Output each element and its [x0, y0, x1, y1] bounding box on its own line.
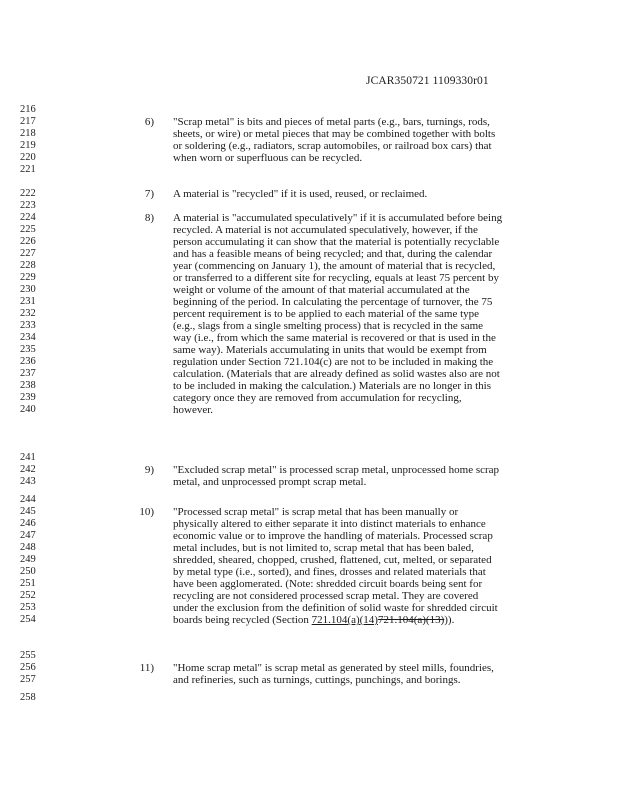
document-id-header: JCAR350721 1109330r01 — [366, 75, 489, 87]
text-line-with-amendment — [173, 614, 533, 626]
line-number-216: 216 — [20, 104, 36, 115]
text-line: "Scrap metal" is bits and pieces of metal parts (e.g., bars, turnings, rods, — [173, 116, 490, 128]
item-marker: 6) — [144, 116, 154, 128]
line-number: 246 — [20, 518, 36, 529]
line-number: 234 — [20, 332, 36, 343]
text-line: "Processed scrap metal" is scrap metal that has been manually or — [173, 506, 459, 518]
text-line: shredded, sheared, chopped, crushed, flattened, cut, melted, or separated — [173, 554, 492, 566]
text-line: and has a feasible means of being recycled; and that, during the calendar — [173, 248, 493, 260]
text-line: beginning of the period. In calculating the percentage of turnover, the 75 — [173, 296, 493, 308]
text-line: regulation under Section 721.104(c) are not to be included in making the — [173, 356, 494, 368]
line-number: 248 — [20, 542, 36, 553]
line-number: 254 — [20, 614, 36, 625]
text-line: metal, and unprocessed prompt scrap metal. — [173, 476, 367, 488]
text-line: economic value or to improve the handling of materials. Processed scrap — [173, 530, 493, 542]
text-line: recycling are not considered processed scrap metal. They are covered — [173, 590, 479, 602]
text-line: year (commencing on January 1), the amount of material that is recycled, — [173, 260, 496, 272]
text-segment: )). — [444, 614, 455, 626]
text-line: weight or volume of the amount of that material accumulated at the — [173, 284, 470, 296]
text-line: recycled. A material is not accumulated speculatively, however, if the — [173, 224, 478, 236]
line-number: 229 — [20, 272, 36, 283]
text-line: person accumulating it can show that the material is potentially recyclable — [173, 236, 500, 248]
line-number: 242 — [20, 464, 36, 475]
line-number: 249 — [20, 554, 36, 565]
line-number: 251 — [20, 578, 36, 589]
line-number: 238 — [20, 380, 36, 391]
inserted-citation: 721.104(a)(14) — [311, 614, 378, 626]
line-number: 236 — [20, 356, 36, 367]
text-line: "Excluded scrap metal" is processed scrap metal, unprocessed home scrap — [173, 464, 500, 476]
text-line: metal includes, but is not limited to, scrap metal that has been baled, — [173, 542, 474, 554]
item-marker: 8) — [144, 212, 154, 224]
text-line: sheets, or wire) or metal pieces that may be combined together with bolts — [173, 128, 496, 140]
text-line: percent requirement is to be applied to each material of the same type — [173, 308, 480, 320]
text-line: calculation. (Materials that are already defined as solid wastes also are not — [173, 368, 500, 380]
text-line: or transferred to a different site for recycling, equals at least 75 percent by — [173, 272, 499, 284]
text-line: physically altered to either separate it into distinct materials to enhance — [173, 518, 486, 530]
line-number: 233 — [20, 320, 36, 331]
line-number: 256 — [20, 662, 36, 673]
line-number: 218 — [20, 128, 36, 139]
line-number: 237 — [20, 368, 36, 379]
text-line: or soldering (e.g., radiators, scrap automobiles, or railroad box cars) that — [173, 140, 492, 152]
line-number: 232 — [20, 308, 36, 319]
line-number-221: 221 — [20, 164, 36, 175]
text-line: same way). Materials accumulating in units that would be exempt from — [173, 344, 487, 356]
line-number: 230 — [20, 284, 36, 295]
line-number: 225 — [20, 224, 36, 235]
line-number-244: 244 — [20, 494, 36, 505]
line-number: 222 — [20, 188, 36, 199]
line-number: 228 — [20, 260, 36, 271]
line-number: 227 — [20, 248, 36, 259]
line-number: 252 — [20, 590, 36, 601]
text-line: however. — [173, 404, 214, 416]
line-number: 239 — [20, 392, 36, 403]
line-number: 224 — [20, 212, 36, 223]
line-number: 257 — [20, 674, 36, 685]
text-segment: boards being recycled (Section — [173, 614, 312, 626]
line-number-241: 241 — [20, 452, 36, 463]
text-line: and refineries, such as turnings, cuttings, punchings, and borings. — [173, 674, 461, 686]
item-marker: 9) — [144, 464, 154, 476]
text-line: way (i.e., from which the same material is recovered or that is used in the — [173, 332, 496, 344]
line-number: 250 — [20, 566, 36, 577]
line-number: 217 — [20, 116, 36, 127]
line-number: 235 — [20, 344, 36, 355]
line-number: 247 — [20, 530, 36, 541]
line-number: 231 — [20, 296, 36, 307]
text-line: to be included in making the calculation.) Materials are no longer in this — [173, 380, 491, 392]
text-line: have been agglomerated. (Note: shredded circuit boards being sent for — [173, 578, 483, 590]
text-line: "Home scrap metal" is scrap metal as generated by steel mills, foundries, — [173, 662, 494, 674]
line-number-223: 223 — [20, 200, 36, 211]
text-line: (e.g., slags from a single smelting process) that is recycled in the same — [173, 320, 484, 332]
line-number: 220 — [20, 152, 36, 163]
item-marker: 7) — [144, 188, 154, 200]
line-number: 219 — [20, 140, 36, 151]
text-line: category once they are removed from accumulation for recycling, — [173, 392, 462, 404]
line-number: 245 — [20, 506, 36, 517]
line-number: 243 — [20, 476, 36, 487]
text-line: when worn or superfluous can be recycled. — [173, 152, 363, 164]
item-marker: 11) — [139, 662, 154, 674]
text-line: under the exclusion from the definition of solid waste for shredded circuit — [173, 602, 498, 614]
line-number: 226 — [20, 236, 36, 247]
text-line: A material is "recycled" if it is used, reused, or reclaimed. — [173, 188, 428, 200]
text-line: A material is "accumulated speculatively" if it is accumulated before being — [173, 212, 503, 224]
line-number-255: 255 — [20, 650, 36, 661]
line-number: 240 — [20, 404, 36, 415]
line-number-258: 258 — [20, 692, 36, 703]
item-marker: 10) — [139, 506, 154, 518]
line-number: 253 — [20, 602, 36, 613]
text-line: by metal type (i.e., sorted), and fines, drosses and related materials that — [173, 566, 486, 578]
deleted-citation: 721.104(a)(13) — [377, 614, 445, 626]
